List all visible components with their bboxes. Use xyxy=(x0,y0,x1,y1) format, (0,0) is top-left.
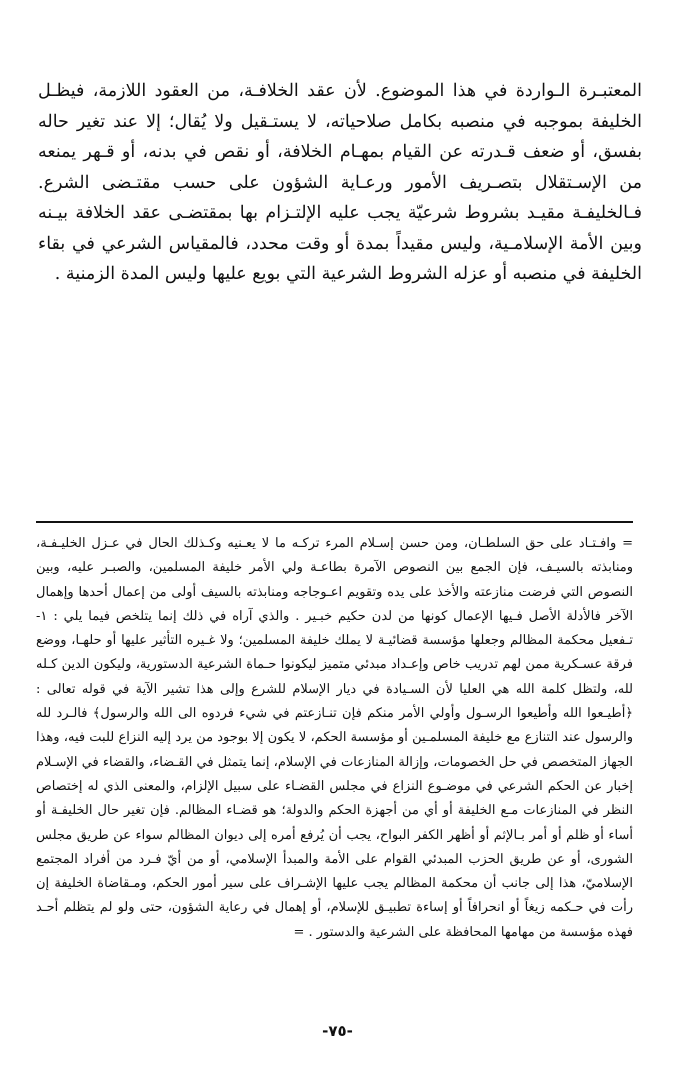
footnote-divider xyxy=(36,521,633,523)
footnote-block xyxy=(36,532,633,945)
footnote-text: = وافـتـاد على حق السلطـان، ومن حسن إسـلام المرء تركـه ما لا يعـنيه وكـذلك الحال في عـزل الخليـفـة، ومنابذته بالسيـف، فإن الجمع بين النصوص الآمرة بطاعـة ولي الأمر خليفة المسلمين، والصبـر عليه، وبين النصوص التي فرضت منازعته والأخذ على يده وتقويم اعـوجاجه ومنابذته بالسيف أولى من إعمال أحدها وإهمال الآخر فالأدلة الأصل فـيها الإعمال كونها من لدن حكيم خبـير . والذي آراه في ذلك إنما يتلخص فيما يلي : ١- تـفعيل محكمة المظالم وجعلها مؤسسة قضائيـة لا يملك خليفة المسلمين؛ ولا غـيره التأثير عليها أو حلهـا، ووضع فرقة عسـكرية ممن لهم تدريب خاص وإعـداد مبدئي متميز ليكونوا حـماة الشرعية الدستورية، وليكون الدين كـله لله، ولتظل كلمة الله هي العليا لأن السـيادة في ديار الإسلام للشرع وإلى هذا تشير الآية في قوله تعالى : ﴿أطيـعوا الله وأطيعوا الرسـول وأولي الأمر منكم فإن تنـازعتم في شيء فردوه الى الله والرسول﴾ فالـرد لله والرسول عند التنازع مع خليفة المسلمـين أو مؤسسة الحكم، لا يكون إلا بوجود من يرد إليه النزاع للبت فيه، وهذا الجهاز المتخصص في حل الخصومات، وإزالة المنازعات في الإسلام، إنما يتمثل في القـضاء، والقضاء في الإسـلام إخبار عن الحكم الشرعي في موضـوع النزاع في مجلس القضـاء على سبيل الإلزام، والمعنى الذي له إختصاص النظر في المنازعات مـع الخليفة أو أي من أجهزة الحكم والدولة؛ هو قضـاء المظالم. فإن تغير حال الخليفـة أو أساء أو ظلم أو أمر بـالإثم أو أظهر الكفر البواح، يجب أن يُرفع أمره إلى ديوان المظالم سواء عن طريق مجلس الشورى، أو عن طريق الحزب المبدئي القوام على الأمة والمبدأ الإسلامي، أو من أيّ فـرد من أفراد المجتمع الإسلاميّ، هذا إلى جانب أن محكمة المظالم يجب عليها الإشـراف على سير أمور الحكم، ومـقاضاة الخليفة إن رأت في حـكمه زيغاً أو انحرافاً أو إساءة تطبيـق للإسلام، أو إهمال في رعاية الشؤون، حتى ولو لم يتظلم أحـد فهذه مؤسسة من مهامها المحافظة على الشرعية والدستور . = xyxy=(36,536,633,940)
main-paragraph: المعتبـرة الـواردة في هذا الموضوع. لأن عقد الخلافـة، من العقود اللازمة، فيظـل الخليفة بموجبه في منصبه بكامل صلاحياته، لا يستـقيل ولا يُقال؛ إلا عند تغير حاله بفسق، أو ضعف قـدرته عن القيام بمهـام الخلافة، أو نقص في بدنه، أو قـهر يمنعه من الإسـتقلال بتصـريف الأمور ورعـاية الشؤون على حسب مقتـضى الشرع. فـالخليفـة مقيـد بشروط شرعيّة يجب عليه الإلتـزام بها بمقتضـى عقد الخلافة بيـنه وبين الأمة الإسلامـية، وليس مقيداً بمدة أو وقت محدد، فالمقياس الشرعي في بقاء الخليفة في منصبه أو عزله الشروط الشرعية التي بويع عليها وليس المدة الزمنية . xyxy=(38,81,642,284)
page-number: -٧٥- xyxy=(322,1022,353,1040)
main-text-block xyxy=(38,76,642,290)
